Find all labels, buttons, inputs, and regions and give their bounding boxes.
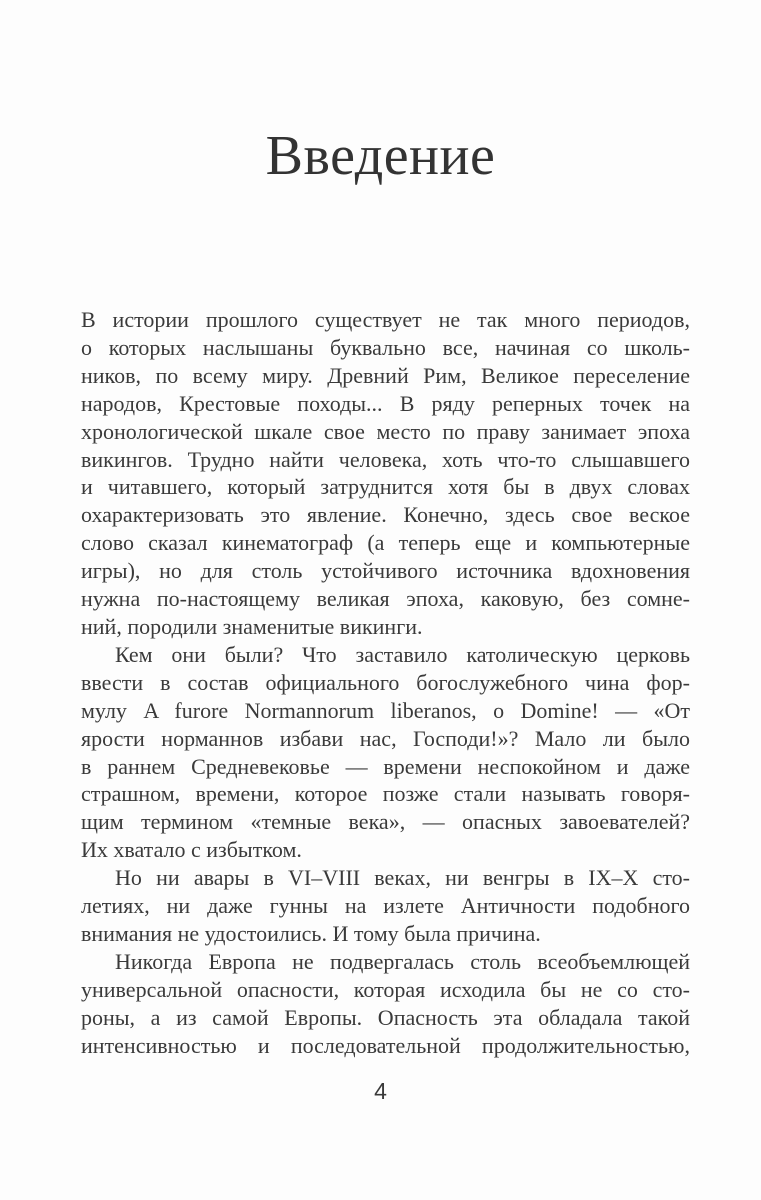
body-text <box>81 306 690 1059</box>
text-line: ярости норманнов избави нас, Господи!»? Мало ли было <box>81 725 690 751</box>
text-line: мулу A furore Normannorum liberanos, o Domine! — «От <box>81 697 690 723</box>
text-line: о которых наслышаны буквально все, начиная со школь- <box>81 334 690 360</box>
text-line: страшном, времени, которое позже стали называть говоря- <box>81 781 690 807</box>
text-line: внимания не удостоились. И тому была причина. <box>81 920 541 946</box>
text-line: роны, а из самой Европы. Опасность эта обладала такой <box>81 1004 690 1030</box>
page-title: Введение <box>265 125 496 187</box>
page-number: 4 <box>374 1078 387 1104</box>
text-line: универсальной опасности, которая исходила бы не со сто- <box>81 976 690 1002</box>
text-line: народов, Крестовые походы... В ряду реперных точек на <box>81 390 690 416</box>
text-line: охарактеризовать это явление. Конечно, здесь свое веское <box>81 502 690 528</box>
text-line: ников, по всему миру. Древний Рим, Великое переселение <box>81 362 690 388</box>
text-line: хронологической шкале свое место по праву занимает эпоха <box>81 418 690 444</box>
text-line: Кем они были? Что заставило католическую церковь <box>115 641 690 667</box>
text-line: летиях, ни даже гунны на излете Античности подобного <box>81 893 690 919</box>
text-line: ввести в состав официального богослужебного чина фор- <box>81 669 690 695</box>
text-line: Их хватало с избытком. <box>81 837 302 863</box>
text-line: Но ни авары в VI–VIII веках, ни венгры в IX–X сто- <box>115 865 690 891</box>
text-line: ний, породили знаменитые викинги. <box>81 613 423 639</box>
text-line: в раннем Средневековье — времени неспокойном и даже <box>81 753 690 779</box>
text-line: нужна по-настоящему великая эпоха, каковую, без сомне- <box>81 586 690 612</box>
text-line: игры), но для столь устойчивого источника вдохновения <box>81 558 690 584</box>
text-line: В истории прошлого существует не так много периодов, <box>81 307 690 332</box>
text-line: слово сказал кинематограф (а теперь еще и компьютерные <box>81 530 690 556</box>
text-line: Никогда Европа не подвергалась столь всеобъемлющей <box>115 948 690 974</box>
text-line: интенсивностью и последовательной продолжительностью, <box>81 1032 690 1058</box>
text-line: щим термином «темные века», — опасных завоевателей? <box>81 809 690 835</box>
text-line: викингов. Трудно найти человека, хоть что-то слышавшего <box>81 446 690 472</box>
text-line: и читавшего, который затруднится хотя бы в двух словах <box>81 474 690 500</box>
